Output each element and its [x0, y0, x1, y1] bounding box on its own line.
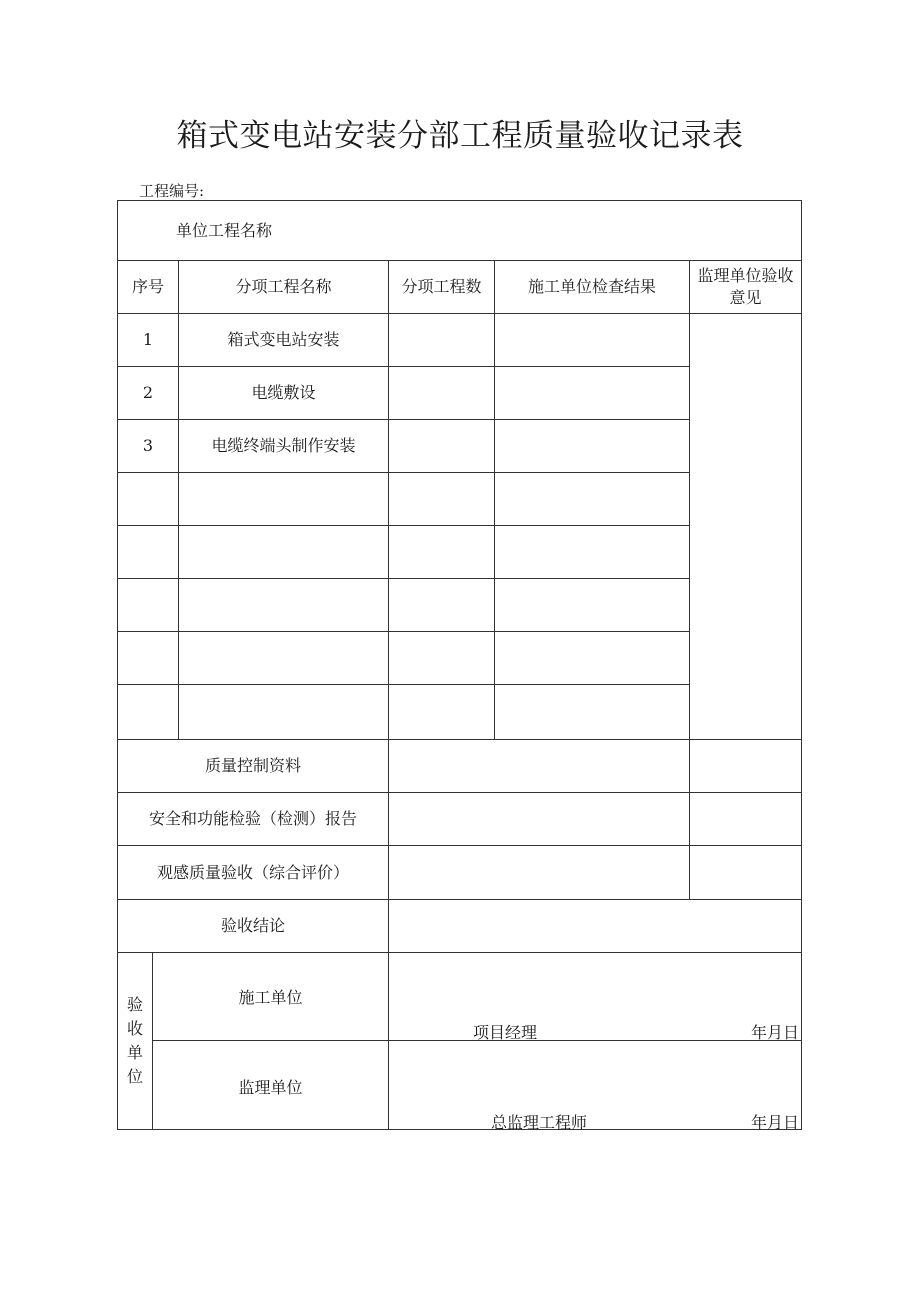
row-6-name[interactable] — [178, 578, 389, 632]
safety-function-report-label: 安全和功能检验（检测）报告 — [117, 792, 389, 846]
header-item-count: 分项工程数 — [388, 260, 495, 314]
row-4-name[interactable] — [178, 472, 389, 526]
supervisor-opinion-cell[interactable] — [689, 313, 802, 740]
row-1-seq: 1 — [117, 313, 179, 367]
appearance-quality-opinion[interactable] — [689, 845, 802, 900]
acceptance-record-table — [117, 200, 802, 1130]
supervisor-date-label: 年月日 — [751, 1113, 800, 1132]
safety-function-report-opinion[interactable] — [689, 792, 802, 846]
conclusion-label: 验收结论 — [117, 899, 389, 953]
page-title: 箱式变电站安装分部工程质量验收记录表 — [176, 118, 744, 154]
row-2-result[interactable] — [494, 366, 690, 420]
acceptance-units-char-1: 验 — [126, 995, 143, 1014]
row-4-seq[interactable] — [117, 472, 179, 526]
acceptance-units-char-2: 收 — [126, 1019, 143, 1038]
row-6-count[interactable] — [388, 578, 495, 632]
appearance-quality-value[interactable] — [388, 845, 690, 900]
unit-project-name-label: 单位工程名称 — [176, 220, 273, 240]
row-1-count[interactable] — [388, 313, 495, 367]
row-5-result[interactable] — [494, 525, 690, 579]
chief-engineer-label: 总监理工程师 — [491, 1113, 588, 1132]
row-4-count[interactable] — [388, 472, 495, 526]
project-number-label: 工程编号: — [139, 182, 205, 200]
row-1-result[interactable] — [494, 313, 690, 367]
row-6-seq[interactable] — [117, 578, 179, 632]
acceptance-units-char-4: 位 — [126, 1067, 143, 1086]
row-7-seq[interactable] — [117, 631, 179, 685]
appearance-quality-label: 观感质量验收（综合评价） — [117, 845, 389, 900]
row-7-count[interactable] — [388, 631, 495, 685]
row-2-name: 电缆敷设 — [178, 366, 389, 420]
row-6-result[interactable] — [494, 578, 690, 632]
row-3-name: 电缆终端头制作安装 — [178, 419, 389, 473]
unit-project-name-cell[interactable] — [117, 200, 802, 261]
row-4-result[interactable] — [494, 472, 690, 526]
header-seq: 序号 — [117, 260, 179, 314]
row-2-count[interactable] — [388, 366, 495, 420]
row-5-name[interactable] — [178, 525, 389, 579]
row-1-name: 箱式变电站安装 — [178, 313, 389, 367]
row-8-seq[interactable] — [117, 684, 179, 740]
row-7-result[interactable] — [494, 631, 690, 685]
conclusion-value[interactable] — [388, 899, 802, 953]
safety-function-report-value[interactable] — [388, 792, 690, 846]
supervisor-unit-sign-cell[interactable] — [388, 1040, 802, 1130]
row-3-seq: 3 — [117, 419, 179, 473]
row-3-count[interactable] — [388, 419, 495, 473]
row-7-name[interactable] — [178, 631, 389, 685]
quality-control-docs-label: 质量控制资料 — [117, 739, 389, 793]
contractor-unit-sign-cell[interactable] — [388, 952, 802, 1041]
row-8-name[interactable] — [178, 684, 389, 740]
row-8-count[interactable] — [388, 684, 495, 740]
header-contractor-result: 施工单位检查结果 — [494, 260, 690, 314]
acceptance-units-label — [117, 952, 153, 1130]
row-2-seq: 2 — [117, 366, 179, 420]
header-supervisor-opinion: 监理单位验收意见 — [689, 260, 802, 314]
row-8-result[interactable] — [494, 684, 690, 740]
row-5-count[interactable] — [388, 525, 495, 579]
contractor-unit-label: 施工单位 — [152, 952, 389, 1041]
project-manager-label: 项目经理 — [473, 1023, 538, 1042]
quality-control-docs-value[interactable] — [388, 739, 690, 793]
row-5-seq[interactable] — [117, 525, 179, 579]
row-3-result[interactable] — [494, 419, 690, 473]
supervisor-unit-label: 监理单位 — [152, 1040, 389, 1130]
header-item-name: 分项工程名称 — [178, 260, 389, 314]
quality-control-docs-opinion[interactable] — [689, 739, 802, 793]
contractor-date-label: 年月日 — [751, 1023, 800, 1042]
acceptance-units-char-3: 单 — [126, 1043, 143, 1062]
